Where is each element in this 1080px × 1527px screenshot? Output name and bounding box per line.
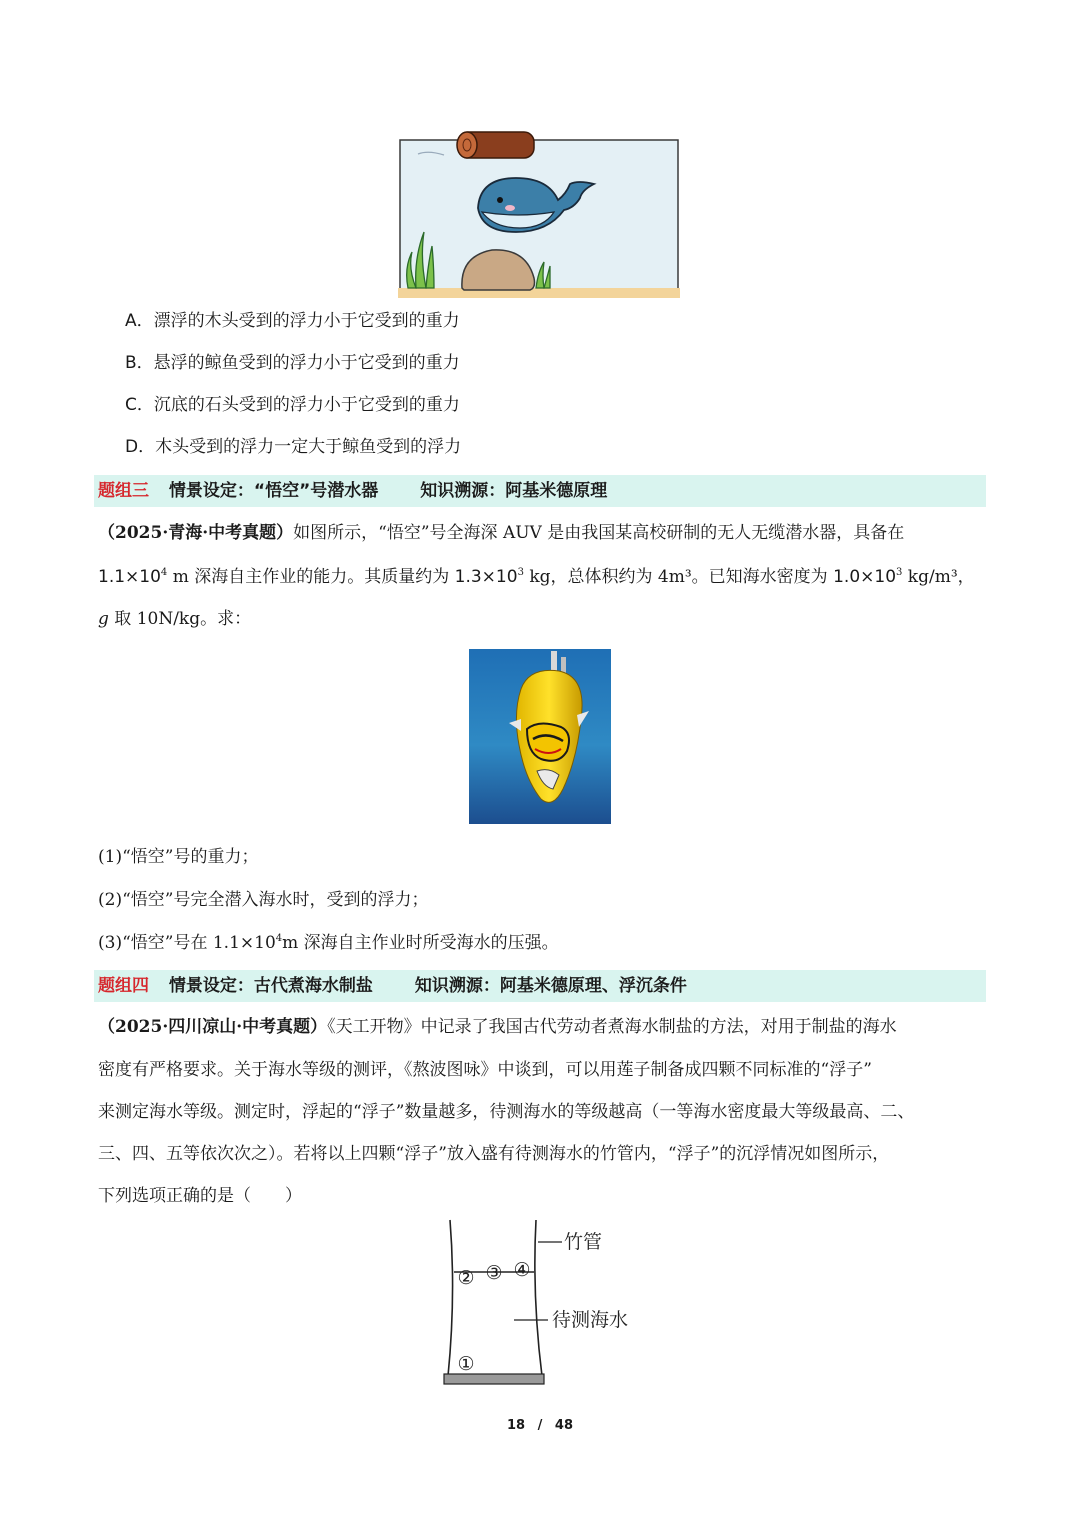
- group-source: 知识溯源：阿基米德原理、浮沉条件: [414, 976, 687, 996]
- g-symbol: g: [98, 609, 109, 629]
- log: [457, 132, 534, 158]
- mass-value: 1.3×10: [454, 567, 518, 587]
- option-c: [125, 393, 460, 417]
- group3-header: [94, 475, 986, 507]
- bamboo-tube-diagram: [440, 1216, 660, 1388]
- problem-text: 如图所示，“悟空”号全海深 AUV 是由我国某高校研制的无人无缆潜水器，具备在: [293, 523, 905, 543]
- option-letter: C．: [125, 395, 154, 415]
- text-segment: kg，总体积约为 4m³。已知海水密度为: [523, 567, 834, 587]
- problem-text: 《天工开物》中记录了我国古代劳动者煮海水制盐的方法，对用于制盐的海水: [327, 1017, 897, 1037]
- option-letter: A．: [125, 311, 154, 331]
- option-d: [125, 435, 461, 459]
- tube-base: [444, 1374, 544, 1384]
- tube-left-wall: [448, 1220, 453, 1376]
- depth-exponent: 4: [160, 567, 168, 578]
- option-text: 沉底的石头受到的浮力小于它受到的重力: [153, 395, 460, 415]
- mass-exponent: 3: [517, 567, 524, 578]
- group-tag: 题组四: [98, 976, 149, 996]
- problem-origin: （2025·青海·中考真题）: [98, 523, 294, 543]
- group-source: 知识溯源：阿基米德原理: [420, 481, 608, 501]
- g4-line-5: 下列选项正确的是（ ）: [98, 1186, 302, 1206]
- option-b: [125, 351, 460, 375]
- sand-floor: [398, 288, 680, 298]
- g4-line-2: 密度有严格要求。关于海水等级的测评，《熬波图咏》中谈到，可以用莲子制备成四颗不同标准的“浮子”: [98, 1060, 872, 1080]
- g4-line-1: [98, 1015, 984, 1039]
- group-tag: 题组三: [98, 481, 149, 501]
- float-4: ④: [513, 1259, 531, 1281]
- label-bamboo-tube: 竹管: [564, 1231, 603, 1253]
- page-number: [0, 1418, 1080, 1433]
- problem-origin: （2025·四川凉山·中考真题）: [98, 1017, 328, 1037]
- option-letter: D．: [125, 437, 156, 457]
- tube-right-wall: [535, 1220, 542, 1376]
- page-separator: /: [537, 1418, 543, 1433]
- density-value: 1.0×10: [833, 567, 897, 587]
- float-2: ②: [457, 1267, 475, 1289]
- option-letter: B．: [125, 353, 154, 373]
- density-exponent: 3: [896, 567, 903, 578]
- option-text: 木头受到的浮力一定大于鲸鱼受到的浮力: [155, 437, 462, 457]
- label-test-seawater: 待测海水: [552, 1309, 629, 1331]
- option-text: 漂浮的木头受到的浮力小于它受到的重力: [153, 311, 460, 331]
- text-segment: m 深海自主作业时所受海水的压强。: [282, 933, 559, 953]
- group4-header: [94, 970, 986, 1002]
- question-2: (2)“悟空”号完全潜入海水时，受到的浮力；: [98, 890, 429, 910]
- g4-line-4: 三、四、五等依次次之）。若将以上四颗“浮子”放入盛有待测海水的竹管内，“浮子”的沉浮情况如图所示，: [98, 1144, 890, 1164]
- float-3: ③: [485, 1262, 503, 1284]
- text-segment: 取 10N/kg。求：: [108, 609, 252, 629]
- g3-line-1: [98, 521, 984, 545]
- fish-tank-figure: [398, 128, 682, 300]
- option-a: [125, 309, 460, 333]
- depth-value: 1.1×10: [98, 567, 161, 587]
- group-scene: 情景设定：古代煮海水制盐: [168, 976, 373, 996]
- depth-exponent: 4: [275, 933, 283, 944]
- g3-line-3: [98, 607, 984, 631]
- text-segment: m 深海自主作业的能力。其质量约为: [167, 567, 455, 587]
- group-scene: 情景设定：“悟空”号潜水器: [168, 481, 379, 501]
- question-1: (1)“悟空”号的重力；: [98, 847, 259, 867]
- page-current: 18: [507, 1418, 526, 1433]
- float-1-sunk: ①: [457, 1353, 475, 1375]
- text-segment: kg/m³，: [902, 567, 975, 587]
- question-3: [98, 931, 984, 955]
- submersible-photo: [469, 649, 611, 824]
- option-text: 悬浮的鲸鱼受到的浮力小于它受到的重力: [153, 353, 460, 373]
- text-segment: (3)“悟空”号在 1.1×10: [98, 933, 276, 953]
- g4-line-3: 来测定海水等级。测定时，浮起的“浮子”数量越多，待测海水的等级越高（一等海水密度最大等级最高、二、: [98, 1102, 915, 1122]
- page-total: 48: [554, 1418, 573, 1433]
- g3-line-2: [98, 565, 984, 589]
